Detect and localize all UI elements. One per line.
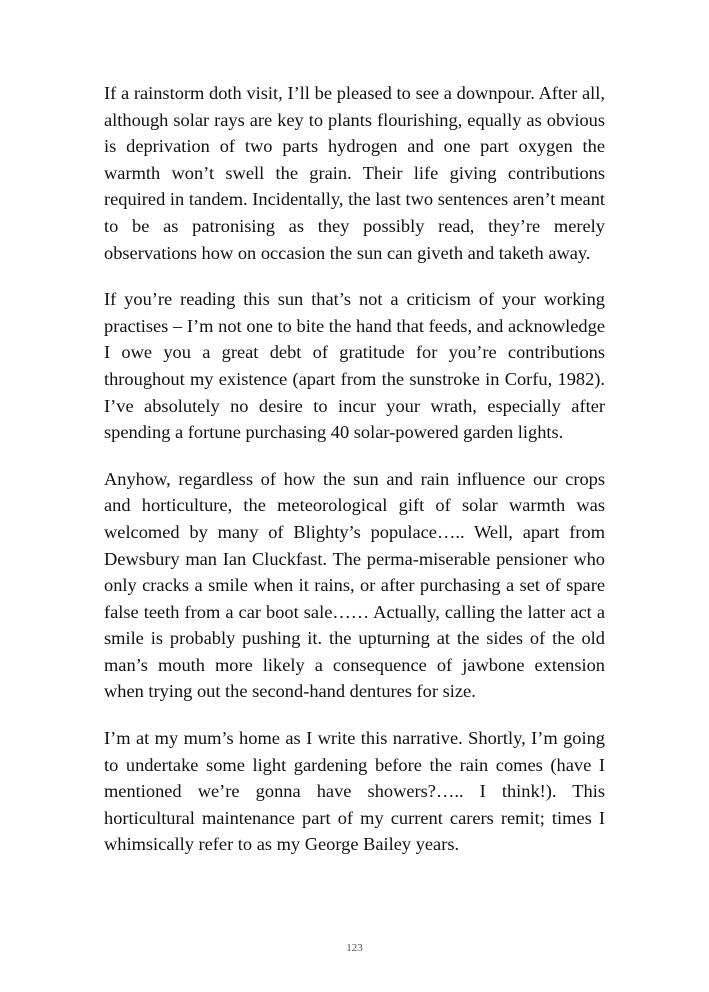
paragraph-2: If you’re reading this sun that’s not a criticism of your working practises – I’m not one to bite the hand that feeds, and acknowledge I owe you a great debt of gratitude for you’re contributions throughout my existence (apart from the sunstroke in Corfu, 1982). I’ve absolutely no desire to incur your wrath, especially after spending a fortune purchasing 40 solar-powered garden lights. (104, 289, 605, 443)
paragraph-4: I’m at my mum’s home as I write this narrative. Shortly, I’m going to undertake some light gardening before the rain comes (have I mentioned we’re gonna have showers?….. I think!). This horticultural maintenance part of my current carers remit; times I whimsically refer to as my George Bailey years. (104, 728, 605, 855)
page-number: 123 (346, 942, 363, 954)
paragraph-1: If a rainstorm doth visit, I’ll be pleased to see a downpour. After all, although solar rays are key to plants flourishing, equally as obvious is deprivation of two parts hydrogen and one part oxygen the warmth won’t swell the grain. Their life giving contributions required in tandem. Incidentally, the last two sentences aren’t meant to be as patronising as they possibly read, they’re merely observations how on occasion the sun can giveth and taketh away. (104, 83, 605, 263)
paragraph-3: Anyhow, regardless of how the sun and rain influence our crops and horticulture, the meteorological gift of solar warmth was welcomed by many of Blighty’s populace….. Well, apart from Dewsbury man Ian Cluckfast. The perma-miserable pensioner who only cracks a smile when it rains, or after purchasing a set of spare false teeth from a car boot sale…… Actually, calling the latter act a smile is probably pushing it. the upturning at the sides of the old man’s mouth more likely a consequence of jawbone extension when trying out the second-hand dentures for size. (104, 468, 605, 702)
page-body (104, 80, 605, 878)
